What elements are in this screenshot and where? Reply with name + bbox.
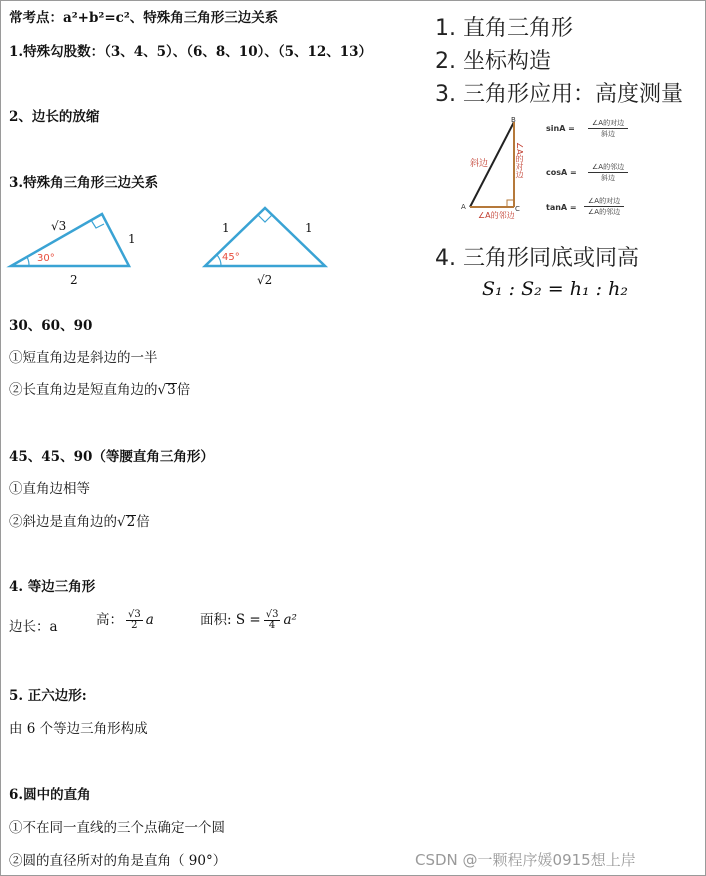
sqrt-2-symbol: √2 [117, 514, 136, 530]
rule-30-60-90-2-suffix: 倍 [176, 382, 191, 398]
area-variable: a² [283, 612, 297, 628]
sqrt-3-radicand: 3 [167, 382, 176, 398]
equilateral-area [200, 608, 297, 632]
height-variable: a [145, 612, 154, 628]
tan-label: tanA = [546, 203, 577, 212]
right-item-3: 3. 三角形应用：高度测量 [435, 82, 683, 107]
tri45-bottom-side-label: √2 [257, 273, 273, 287]
hypotenuse-label: 斜边 [470, 159, 489, 169]
tan-fraction [584, 196, 624, 217]
circle-rule-1: ①不在同一直线的三个点确定一个圆 [9, 820, 225, 836]
tri45-angle-label: 45° [222, 252, 240, 263]
item-6-circle-right-angle: 6.圆中的直角 [9, 787, 91, 803]
tri45-left-side-label: 1 [222, 221, 230, 235]
item-3-special-triangles: 3.特殊角三角形三边关系 [9, 175, 159, 191]
rule-45-45-90-2-text: ②斜边是直角边的 [9, 514, 117, 530]
rule-30-60-90-1: ①短直角边是斜边的一半 [9, 350, 158, 366]
tri30-angle-label: 30° [37, 253, 55, 264]
right-angle-mark-trig [507, 200, 514, 207]
right-item-1: 1. 直角三角形 [435, 16, 573, 41]
item-4-equilateral: 4. 等边三角形 [9, 579, 96, 595]
hexagon-text: 由 6 个等边三角形构成 [9, 721, 148, 737]
right-angle-mark-30 [91, 220, 104, 228]
equilateral-height [96, 608, 154, 632]
circle-rule-2: ②圆的直径所对的角是直角（ 90°） [9, 853, 227, 869]
header-key-points: 常考点：a²+b²=c²、特殊角三角形三边关系 [9, 10, 279, 26]
vertex-b-label: B [511, 116, 516, 124]
section-45-45-90: 45、45、90（等腰直角三角形） [9, 449, 214, 465]
height-numerator: √3 [128, 608, 141, 620]
area-denominator: 4 [268, 620, 276, 631]
section-30-60-90: 30、60、90 [9, 318, 93, 334]
area-label: 面积: S = [200, 612, 261, 628]
cos-fraction [588, 162, 628, 183]
vertex-c-label: C [515, 205, 520, 213]
height-denominator: 2 [131, 620, 138, 631]
item-5-hexagon: 5. 正六边形: [9, 688, 87, 704]
vertex-a-label: A [461, 203, 466, 211]
tri30-bottom-side-label: 2 [70, 273, 78, 287]
adjacent-side-label: ∠A的邻边 [478, 211, 515, 220]
angle-arc-30 [27, 257, 29, 266]
rule-30-60-90-2 [9, 378, 190, 398]
sin-denominator: 斜边 [601, 130, 616, 138]
item-2-side-scaling: 2、边长的放缩 [9, 109, 100, 125]
tri30-right-side-label: 1 [128, 232, 136, 246]
triangle-30-60-90-diagram [0, 200, 200, 295]
sqrt-3-symbol: √3 [157, 382, 176, 398]
triangle-30-shape [11, 214, 129, 266]
tan-numerator: ∠A的对边 [584, 196, 624, 207]
height-fraction [126, 610, 143, 632]
equilateral-edge-label: 边长：a [9, 619, 58, 635]
angle-arc-45 [217, 255, 221, 266]
right-item-2: 2. 坐标构造 [435, 49, 551, 74]
sqrt-2-radicand: 2 [126, 514, 136, 530]
opposite-side-label: ∠A的对边 [515, 142, 524, 179]
rule-45-45-90-2-suffix: 倍 [136, 514, 150, 530]
right-angle-mark-45 [258, 215, 272, 222]
cos-numerator: ∠A的邻边 [588, 162, 628, 173]
right-item-4: 4. 三角形同底或同高 [435, 246, 639, 271]
rule-30-60-90-2-text: ②长直角边是短直角边的 [9, 382, 158, 398]
height-label: 高： [96, 612, 123, 628]
area-numerator: √3 [265, 608, 279, 620]
tan-denominator: ∠A的邻边 [588, 208, 621, 216]
cos-label: cosA = [546, 168, 577, 177]
sin-label: sinA = [546, 124, 575, 133]
cos-denominator: 斜边 [601, 174, 616, 182]
area-height-ratio: S₁ : S₂ = h₁ : h₂ [482, 278, 628, 300]
tri45-right-side-label: 1 [305, 221, 313, 235]
rule-45-45-90-2 [9, 510, 150, 530]
sin-numerator: ∠A的对边 [588, 118, 628, 129]
tri30-top-side-label: √3 [51, 219, 67, 233]
rule-45-45-90-1: ①直角边相等 [9, 481, 90, 497]
area-fraction [264, 610, 281, 632]
sin-fraction [588, 118, 628, 139]
item-1-pythagorean-triples: 1.特殊勾股数：（3、4、5）、（6、8、10）、（5、12、13） [9, 44, 373, 60]
csdn-watermark: CSDN @一颗程序媛0915想上岸 [415, 851, 636, 869]
